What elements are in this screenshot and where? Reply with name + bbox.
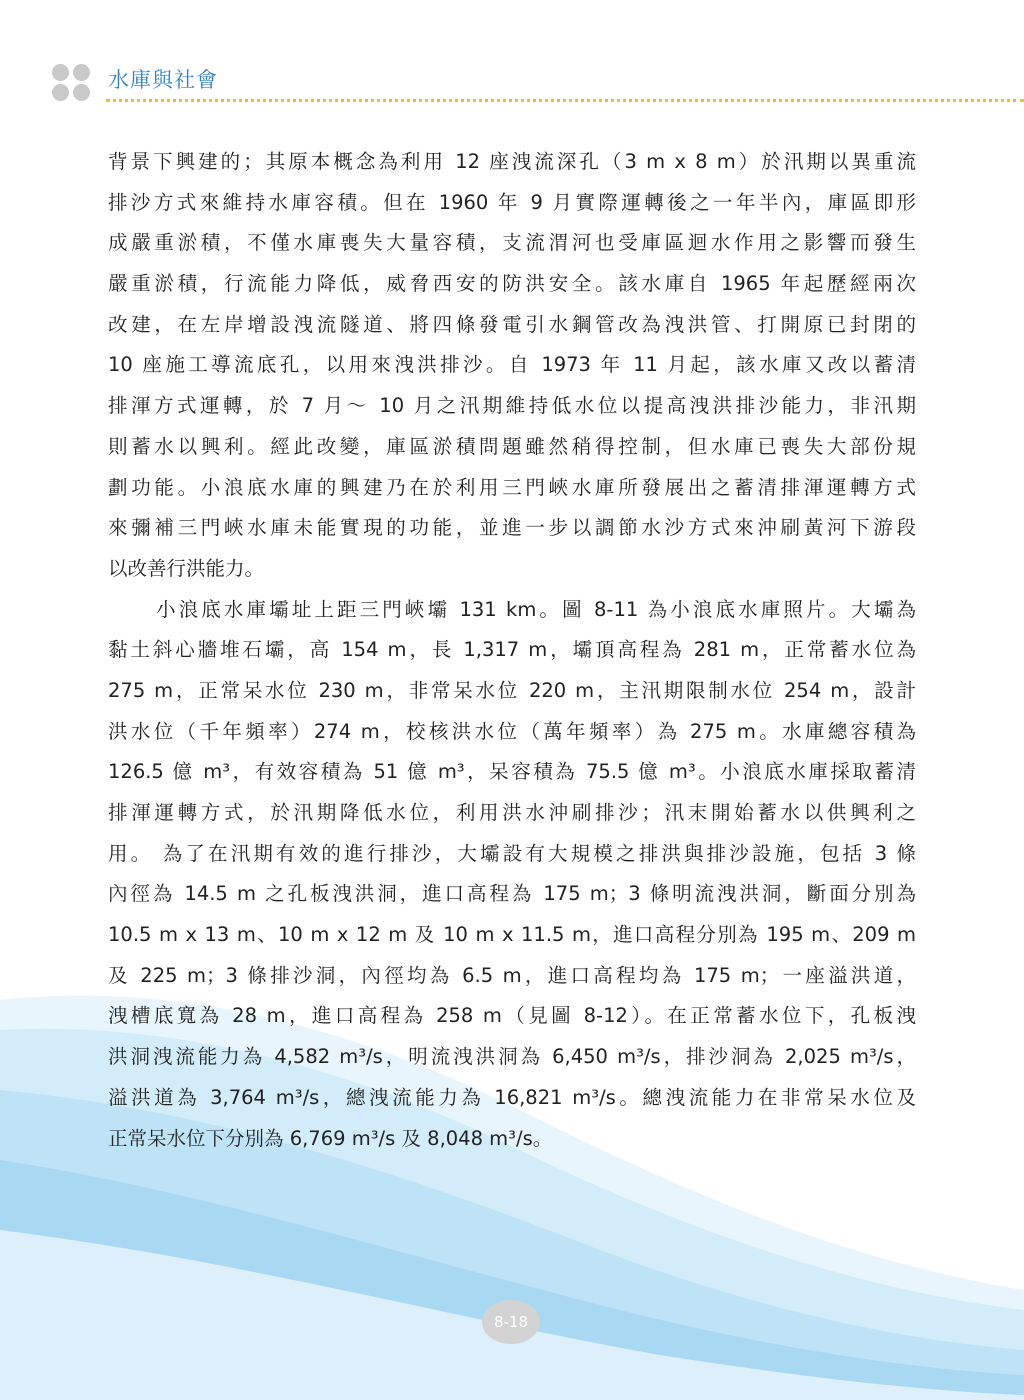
text-line: 來彌補三門峽水庫未能實現的功能，並進一步以調節水沙方式來沖刷黃河下游段: [108, 516, 916, 540]
header-divider: [106, 99, 1024, 102]
text-line: 溢洪道為 3,764 m³/s，總洩流能力為 16,821 m³/s。總洩流能力在非常呆水位及: [108, 1085, 916, 1109]
text-line: 劃功能。小浪底水庫的興建乃在於利用三門峽水庫所發展出之蓄清排渾運轉方式: [108, 475, 916, 499]
text-line: 126.5 億 m³，有效容積為 51 億 m³，呆容積為 75.5 億 m³。小浪底水庫採取蓄清: [108, 760, 916, 784]
text-line: 內徑為 14.5 m 之孔板洩洪洞，進口高程為 175 m；3 條明流洩洪洞，斷面分別為: [108, 882, 916, 906]
text-line: 嚴重淤積，行流能力降低，威脅西安的防洪安全。該水庫自 1965 年起歷經兩次: [108, 272, 916, 296]
text-line: 洪洞洩流能力為 4,582 m³/s，明流洩洪洞為 6,450 m³/s，排沙洞為 2,025 m³/s，: [108, 1045, 916, 1069]
text-line: 改建，在左岸增設洩流隧道、將四條發電引水鋼管改為洩洪管、打開原已封閉的: [108, 312, 916, 336]
page-header: [0, 0, 1024, 110]
body-text: [108, 142, 916, 1159]
text-line: 排渾方式運轉，於 7 月～ 10 月之汛期維持低水位以提高洩洪排沙能力，非汛期: [108, 394, 916, 418]
header-dots-icon: [52, 64, 96, 102]
text-line: 背景下興建的；其原本概念為利用 12 座洩流深孔（3 m x 8 m）於汛期以異重流: [108, 150, 916, 173]
chapter-title: 水庫與社會: [108, 68, 218, 92]
text-line: 10 座施工導流底孔，以用來洩洪排沙。自 1973 年 11 月起，該水庫又改以蓄清: [108, 353, 916, 377]
page-number-badge: 8-18: [482, 1300, 540, 1344]
text-line: 以改善行洪能力。: [108, 556, 265, 580]
text-line: 洪水位（千年頻率）274 m，校核洪水位（萬年頻率）為 275 m。水庫總容積為: [108, 719, 916, 743]
paragraph-2: [108, 590, 916, 1160]
text-line: 成嚴重淤積，不僅水庫喪失大量容積，支流渭河也受庫區迴水作用之影響而發生: [108, 231, 916, 255]
text-line: 正常呆水位下分別為 6,769 m³/s 及 8,048 m³/s。: [108, 1126, 553, 1150]
text-line: 則蓄水以興利。經此改變，庫區淤積問題雖然稍得控制，但水庫已喪失大部份規: [108, 434, 916, 458]
text-line: 10.5 m x 13 m、10 m x 12 m 及 10 m x 11.5 m，進口高程分別為 195 m、209 m: [108, 923, 916, 947]
paragraph-1: [108, 142, 916, 590]
text-line: 排渾運轉方式，於汛期降低水位，利用洪水沖刷排沙；汛末開始蓄水以供興利之: [108, 801, 916, 824]
text-line: 及 225 m；3 條排沙洞，內徑均為 6.5 m，進口高程均為 175 m；一座溢洪道，: [108, 963, 916, 987]
text-line: 黏土斜心牆堆石壩，高 154 m，長 1,317 m，壩頂高程為 281 m，正常蓄水位為: [108, 638, 916, 662]
text-line: 275 m，正常呆水位 230 m，非常呆水位 220 m，主汛期限制水位 254 m，設計: [108, 678, 916, 702]
text-line: 排沙方式來維持水庫容積。但在 1960 年 9 月實際運轉後之一年半內，庫區即形: [108, 190, 916, 214]
text-line: 洩槽底寬為 28 m，進口高程為 258 m（見圖 8-12）。在正常蓄水位下，孔板洩: [108, 1004, 916, 1028]
text-line: 用。 為了在汛期有效的進行排沙，大壩設有大規模之排洪與排沙設施，包括 3 條: [108, 841, 916, 865]
text-line: 小浪底水庫壩址上距三門峽壩 131 km。圖 8-11 為小浪底水庫照片。大壩為: [156, 597, 916, 621]
